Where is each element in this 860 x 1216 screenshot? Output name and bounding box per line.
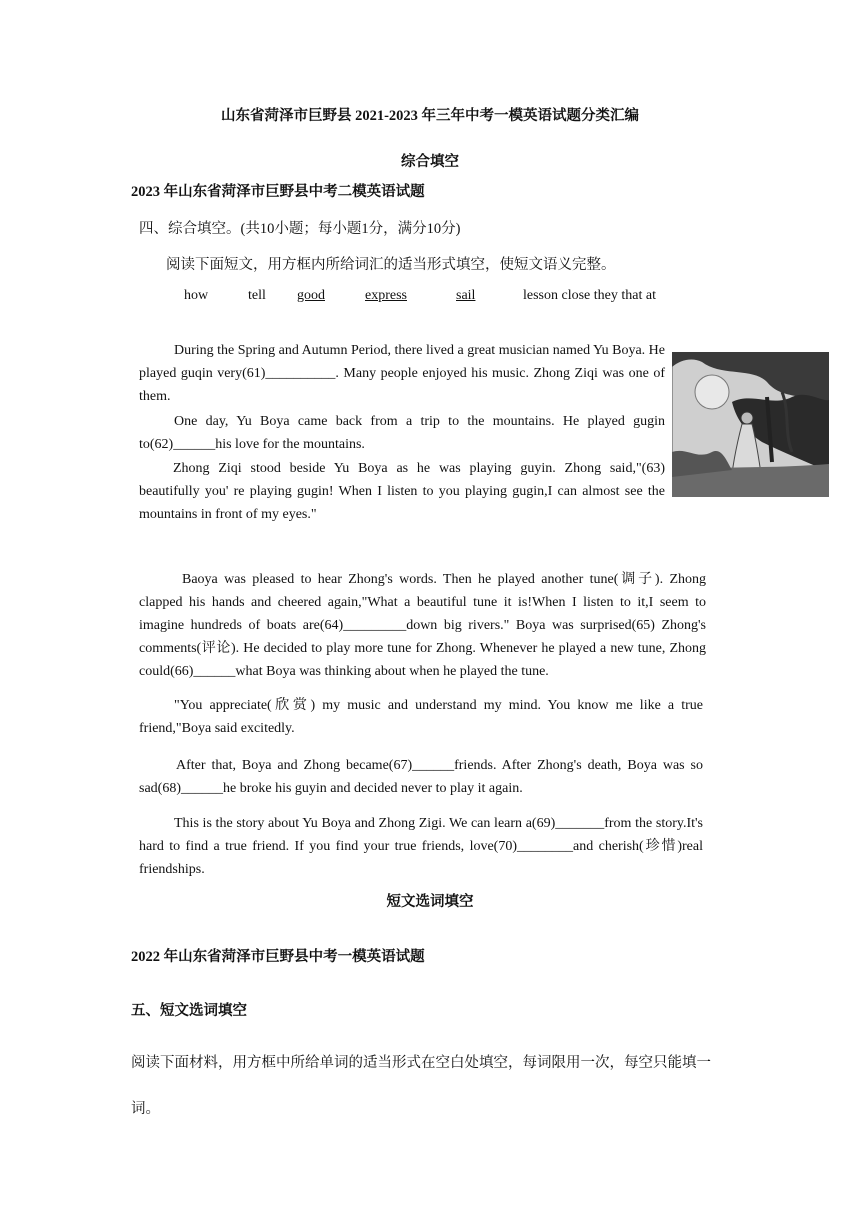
part5-instruction-line2: 词。 <box>131 1101 160 1117</box>
word-bank-item: how <box>184 288 209 303</box>
word-bank-item: express <box>365 288 407 303</box>
word-bank-item: sail <box>456 288 476 303</box>
passage-paragraph-3: Zhong Ziqi stood beside Yu Boya as he was playing guyin. Zhong said,"(63) beautifully you' re playing gugin! When I listen to you playing gugin,I can almost see the mountains in front of my eyes." <box>139 461 665 522</box>
passage-paragraph-6: After that, Boya and Zhong became(67)______friends. After Zhong's death, Boya was so sad(68)______he broke his guyin and decided never to play it again. <box>139 758 703 796</box>
passage-paragraph-4: Baoya was pleased to hear Zhong's words. Then he played another tune(调子). Zhong clapped his hands and cheered again,"What a beautiful tune it is!When I listen to it,I seem to imagine hundreds of boats are(64)_________down big rivers." Boya was surprised(65) Zhong's comments(评论). He decided to play more tune for Zhong. Whenever he played a new tune, Zhong could(66)______what Boya was thinking about when he played the tune. <box>139 572 706 679</box>
exam-title-2022: 2022 年山东省菏泽市巨野县中考一模英语试题 <box>131 949 425 965</box>
part5-heading: 五、短文选词填空 <box>131 1003 247 1019</box>
section-title-comprehensive-fill: 综合填空 <box>401 154 459 170</box>
passage-paragraph-1: During the Spring and Autumn Period, there lived a great musician named Yu Boya. He played guqin very(61)__________. Many people enjoyed his music. Zhong Ziqi was one of them. <box>139 343 665 404</box>
section-title-word-choice: 短文选词填空 <box>386 894 474 910</box>
word-bank-item: lesson close they that at <box>523 288 656 303</box>
passage-paragraph-2: One day, Yu Boya came back from a trip to the mountains. He played gugin to(62)______his love for the mountains. <box>139 414 665 452</box>
passage-paragraph-5: "You appreciate(欣赏) my music and understand my mind. You know me like a true friend,"Boya said excitedly. <box>139 698 703 736</box>
word-bank-item: tell <box>248 288 266 303</box>
word-bank-item: good <box>297 288 325 303</box>
exam-title-2023: 2023 年山东省菏泽市巨野县中考二模英语试题 <box>131 184 425 200</box>
part4-heading: 四、综合填空。(共10小题；每小题1分，满分10分) <box>139 221 461 237</box>
document-title: 山东省菏泽市巨野县 2021-2023 年三年中考一模英语试题分类汇编 <box>220 108 640 124</box>
part5-instruction-line1: 阅读下面材料，用方框中所给单词的适当形式在空白处填空，每词限用一次，每空只能填一 <box>131 1055 711 1071</box>
passage-paragraph-7: This is the story about Yu Boya and Zhong Zigi. We can learn a(69)_______from the story.It's hard to find a true friend. If you find your true friends, love(70)________and cherish(珍惜)real friendships. <box>139 816 703 877</box>
part4-instruction: 阅读下面短文，用方框内所给词汇的适当形式填空，使短文语义完整。 <box>166 257 616 273</box>
story-illustration <box>672 352 829 497</box>
